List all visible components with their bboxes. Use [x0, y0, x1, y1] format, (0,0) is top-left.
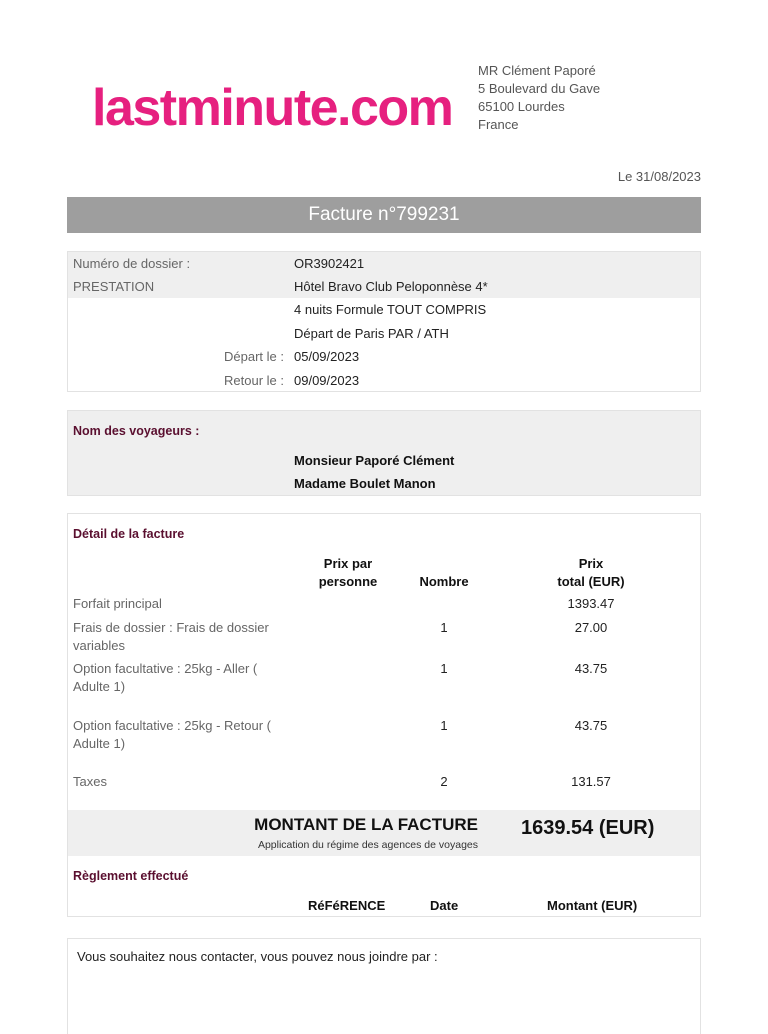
brand-logo: lastminute.com [92, 79, 453, 137]
depart-label: Départ le : [224, 349, 284, 364]
line-item-label: Taxes [73, 774, 107, 789]
prestation-line-2: 4 nuits Formule TOUT COMPRIS [294, 302, 487, 317]
travelers-heading: Nom des voyageurs : [73, 424, 200, 438]
line-item-label: Option facultative : 25kg - Aller ( [73, 661, 258, 676]
traveler-name-1: Monsieur Paporé Clément [294, 453, 455, 468]
invoice-detail-section [67, 513, 701, 917]
dossier-number-value: OR3902421 [294, 256, 365, 271]
total-value: 1639.54 (EUR) [521, 817, 655, 839]
total-note: Application du régime des agences de voyages [257, 839, 478, 851]
contact-text: Vous souhaitez nous contacter, vous pouvez nous joindre par : [77, 949, 438, 964]
prestation-label: PRESTATION [73, 279, 155, 294]
line-item-label: Option facultative : 25kg - Retour ( [73, 718, 271, 733]
line-item-total: 1393.47 [567, 596, 615, 611]
total-label: MONTANT DE LA FACTURE [254, 815, 478, 834]
line-item-count: 1 [440, 718, 448, 733]
invoice-date: Le 31/08/2023 [617, 169, 701, 184]
prestation-line-1: Hôtel Bravo Club Peloponnèse 4* [294, 279, 488, 294]
recipient-address [478, 62, 600, 134]
payment-col-date: Date [430, 898, 459, 913]
payment-col-amount: Montant (EUR) [547, 898, 638, 913]
payment-col-reference: RéFéRENCE [308, 898, 386, 913]
depart-value: 05/09/2023 [294, 349, 360, 364]
col-unit-price-line1: Prix par [323, 556, 373, 571]
invoice-title: Facture n°799231 [67, 197, 701, 233]
line-item-total: 131.57 [571, 774, 611, 789]
col-unit-price-line2: personne [318, 574, 378, 589]
detail-heading: Détail de la facture [73, 527, 185, 541]
payment-heading: Règlement effectué [73, 869, 189, 883]
recipient-country: France [478, 117, 519, 132]
line-item-count: 1 [440, 661, 448, 676]
line-item-label-cont: variables [73, 638, 126, 653]
dossier-number-label: Numéro de dossier : [73, 256, 191, 271]
line-item-label-cont: Adulte 1) [73, 679, 126, 694]
prestation-line-3: Départ de Paris PAR / ATH [294, 326, 449, 341]
recipient-city: 65100 Lourdes [478, 99, 565, 114]
line-item-count: 1 [440, 620, 448, 635]
traveler-name-2: Madame Boulet Manon [294, 476, 436, 491]
recipient-name: MR Clément Paporé [478, 63, 596, 78]
retour-value: 09/09/2023 [294, 373, 360, 388]
contact-section [67, 938, 701, 1034]
line-item-label-cont: Adulte 1) [73, 736, 126, 751]
line-item-label: Forfait principal [73, 596, 162, 611]
line-item-total: 43.75 [574, 718, 608, 733]
travelers-section [67, 410, 701, 496]
dossier-section [67, 251, 701, 392]
retour-label: Retour le : [224, 373, 284, 388]
line-item-count: 2 [440, 774, 448, 789]
line-item-label: Frais de dossier : Frais de dossier [73, 620, 269, 635]
line-item-total: 43.75 [574, 661, 608, 676]
line-item-total: 27.00 [574, 620, 608, 635]
col-total-line2: total (EUR) [557, 574, 625, 589]
recipient-street: 5 Boulevard du Gave [478, 81, 601, 96]
col-total-line1: Prix [578, 556, 604, 571]
col-count: Nombre [419, 574, 469, 589]
